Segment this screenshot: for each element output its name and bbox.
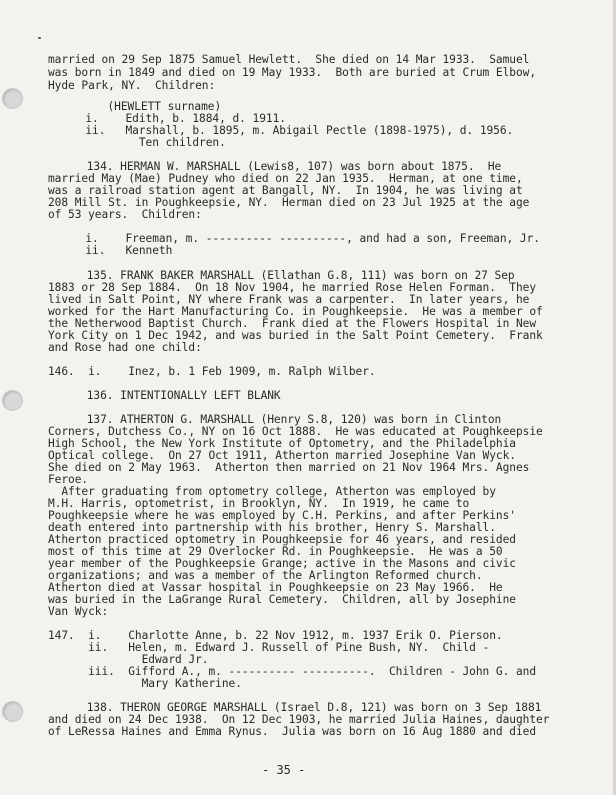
entry-heading: 136. INTENTIONALLY LEFT BLANK [60, 389, 281, 402]
text-line: Optical college. On 27 Oct 1911, Atherton married Josephine Van Wyck. [48, 449, 516, 462]
text-line: (HEWLETT surname) [54, 100, 222, 113]
entry-heading: 138. THERON GEORGE MARSHALL (Israel D.8, 121) was born on 3 Sep 1881 [60, 701, 542, 714]
list-item: i. Freeman, m. ---------- ----------, and had a son, Freeman, Jr. [72, 232, 540, 245]
punch-hole [2, 701, 23, 722]
punch-hole [2, 390, 23, 411]
text-line: York City on 1 Dec 1942, and was buried in the Salt Point Cemetery. Frank [48, 329, 543, 342]
text-line: and died on 24 Dec 1938. On 12 Dec 1903, he married Julia Haines, daughter [48, 713, 550, 726]
text-line: was a railroad station agent at Bangall, NY. In 1904, he was living at [48, 184, 523, 197]
text-line: death entered into partnership with his brother, Henry S. Marshall. [48, 521, 496, 534]
list-item: ii. Helen, m. Edward J. Russell of Pine Bush, NY. Child - [48, 641, 490, 654]
list-item: 147. i. Charlotte Anne, b. 22 Nov 1912, m. 1937 Erik O. Pierson. [48, 629, 503, 642]
list-item: iii. Gifford A., m. ---------- ----------. Children - John G. and [48, 665, 537, 678]
list-item: ii. Marshall, b. 1895, m. Abigail Pectle (1898-1975), d. 1956. [72, 124, 514, 137]
text-line: Van Wyck: [48, 605, 109, 618]
text-line: Atherton practiced optometry in Poughkeepsie for 46 years, and resided [48, 533, 516, 546]
text-line: After graduating from optometry college, Atherton was employed by [48, 485, 496, 498]
list-item: i. Edith, b. 1884, d. 1911. [72, 112, 286, 125]
text-line: most of this time at 29 Overlocker Rd. in Poughkeepsie. He was a 50 [48, 545, 503, 558]
text-line: lived in Salt Point, NY where Frank was a carpenter. In later years, he [48, 293, 530, 306]
text-line: Poughkeepsie where he was employed by C.H. Perkins, and after Perkins' [48, 509, 516, 522]
list-item: Ten children. [72, 136, 226, 149]
text-line: worked for the Hart Manufacturing Co. in Poughkeepsie. He was a member of [48, 305, 543, 318]
text-line: Atherton died at Vassar hospital in Poughkeepsie on 23 May 1966. He [48, 581, 503, 594]
text-line: of LeRessa Haines and Emma Rynus. Julia was born on 16 Aug 1880 and died [48, 725, 537, 738]
entry-heading: 137. ATHERTON G. MARSHALL (Henry S.8, 120) was born in Clinton [60, 413, 502, 426]
text-line: M.H. Harris, optometrist, in Brooklyn, NY. In 1919, he came to [48, 497, 470, 510]
text-line: Corners, Dutchess Co., NY on 16 Oct 1888. He was educated at Poughkeepsie [48, 425, 543, 438]
list-item: Edward Jr. [48, 653, 209, 666]
entry-heading: 134. HERMAN W. MARSHALL (Lewis8, 107) was born about 1875. He [60, 160, 502, 173]
text-line: year member of the Poughkeepsie Grange; active in the Masons and civic [48, 557, 516, 570]
text-line: married May (Mae) Pudney who died on 22 Jan 1935. Herman, at one time, [48, 172, 523, 185]
text-line: Feroe. [48, 473, 89, 486]
entry-heading: 135. FRANK BAKER MARSHALL (Ellathan G.8, 111) was born on 27 Sep [60, 269, 515, 282]
text-line: married on 29 Sep 1875 Samuel Hewlett. She died on 14 Mar 1933. Samuel [48, 53, 530, 66]
text-line: Hyde Park, NY. Children: [48, 79, 216, 92]
text-line: She died on 2 May 1963. Atherton then married on 21 Nov 1964 Mrs. Agnes [48, 461, 530, 474]
text-line: was born in 1849 and died on 19 May 1933. Both are buried at Crum Elbow, [48, 66, 537, 79]
list-item: ii. Kenneth [72, 244, 173, 257]
text-line: of 53 years. Children: [48, 208, 202, 221]
list-item: Mary Katherine. [48, 677, 242, 690]
text-line: was buried in the LaGrange Rural Cemetery. Children, all by Josephine [48, 593, 516, 606]
list-item: 146. i. Inez, b. 1 Feb 1909, m. Ralph Wilber. [48, 365, 376, 378]
text-line: and Rose had one child: [48, 341, 202, 354]
ink-speck [38, 37, 41, 39]
text-line: 1883 or 28 Sep 1884. On 18 Nov 1904, he married Rose Helen Forman. They [48, 281, 537, 294]
page-number: - 35 - [262, 763, 306, 777]
text-line: the Netherwood Baptist Church. Frank died at the Flowers Hospital in New [48, 317, 537, 330]
text-line: 208 Mill St. in Poughkeepsie, NY. Herman died on 23 Jul 1925 at the age [48, 196, 530, 209]
punch-hole [2, 88, 23, 109]
text-line: High School, the New York Institute of Optometry, and the Philadelphia [48, 437, 516, 450]
text-line: organizations; and was a member of the Arlington Reformed church. [48, 569, 483, 582]
